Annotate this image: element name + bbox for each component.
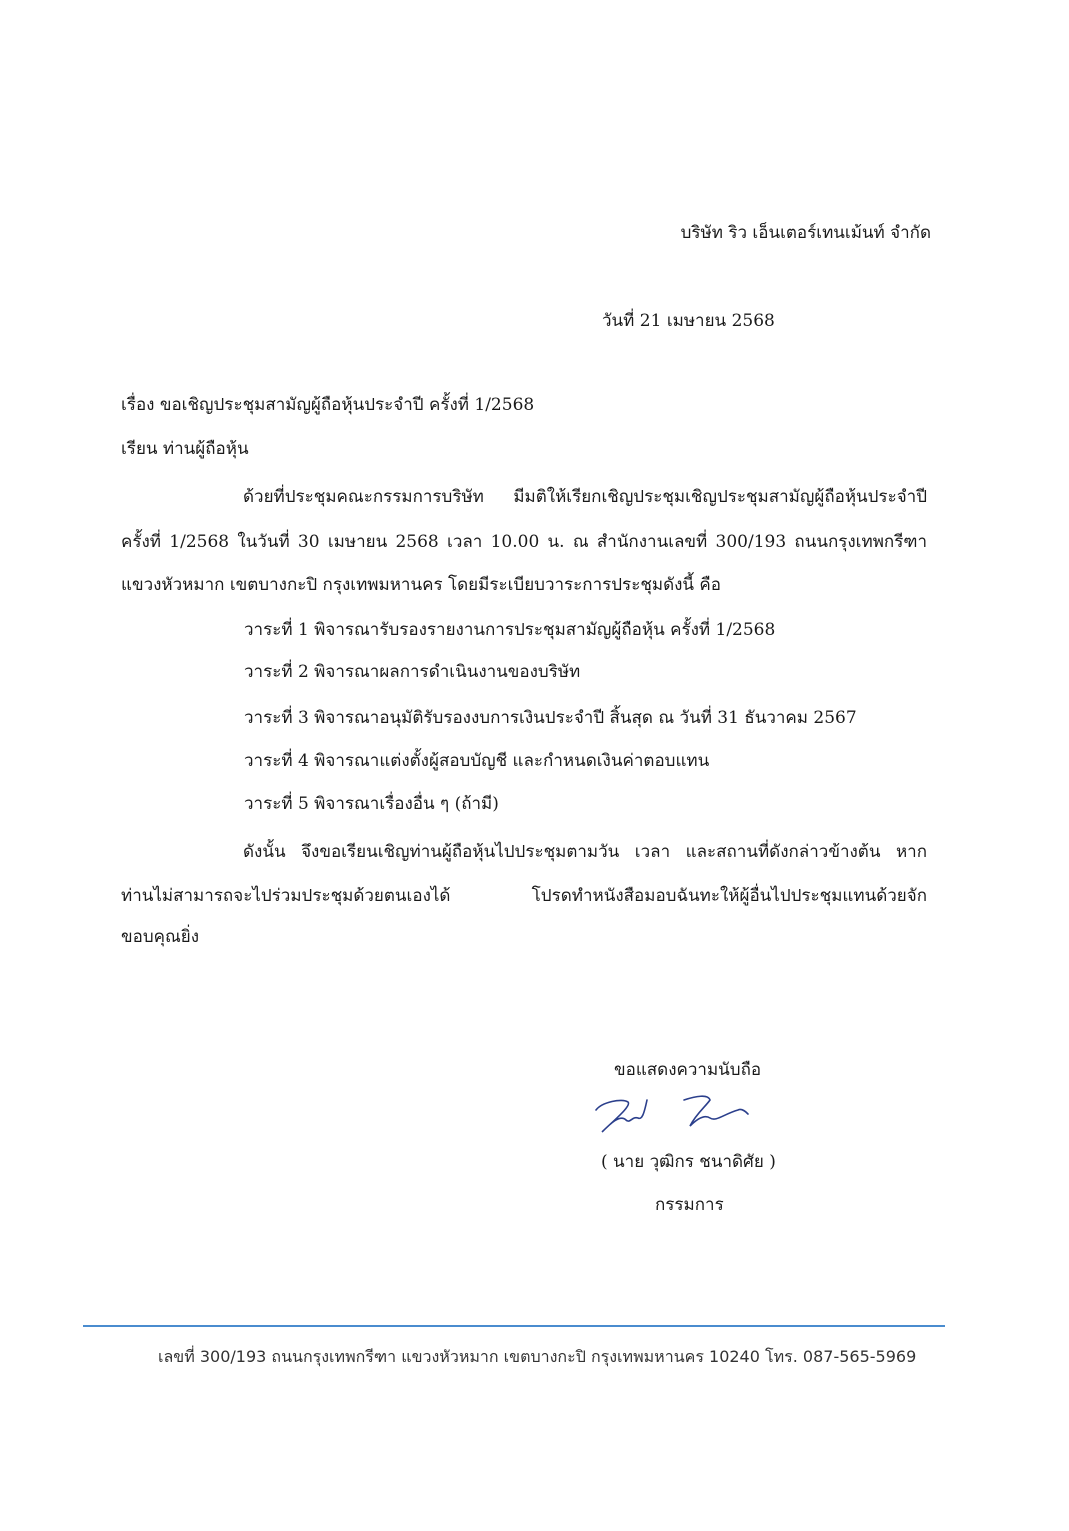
footer-address: เลขที่ 300/193 ถนนกรุงเทพกรีฑา แขวงหัวหมาก เขตบางกะปิ กรุงเทพมหานคร 10240 โทร. 087-565-5969 — [158, 1347, 917, 1366]
agenda-item: วาระที่ 5 พิจารณาเรื่องอื่น ๆ (ถ้ามี) — [244, 794, 499, 814]
letter-date: วันที่ 21 เมษายน 2568 — [602, 311, 775, 331]
letter-subject: เรื่อง ขอเชิญประชุมสามัญผู้ถือหุ้นประจำปี ครั้งที่ 1/2568 — [121, 395, 535, 415]
paragraph2-line3: ขอบคุณยิ่ง — [121, 927, 200, 947]
agenda-item: วาระที่ 3 พิจารณาอนุมัติรับรองงบการเงินประจำปี สิ้นสุด ณ วันที่ 31 ธันวาคม 2567 — [244, 708, 857, 728]
paragraph2-line2: ท่านไม่สามารถจะไปร่วมประชุมด้วยตนเองได้ โปรดทำหนังสือมอบฉันทะให้ผู้อื่นไปประชุมแทนด้วยจัก — [121, 886, 927, 906]
agenda-item: วาระที่ 4 พิจารณาแต่งตั้งผู้สอบบัญชี และกำหนดเงินค่าตอบแทน — [244, 751, 710, 771]
agenda-item: วาระที่ 2 พิจารณาผลการดำเนินงานของบริษัท — [244, 662, 581, 682]
paragraph1-line2: ครั้งที่ 1/2568 ในวันที่ 30 เมษายน 2568 เวลา 10.00 น. ณ สำนักงานเลขที่ 300/193 ถนนกรุงเทพกรีฑา — [121, 532, 927, 552]
paragraph2-line1: ดังนั้น จึงขอเรียนเชิญท่านผู้ถือหุ้นไปประชุมตามวัน เวลา และสถานที่ดังกล่าวข้างต้น หาก — [243, 842, 927, 862]
agenda-item: วาระที่ 1 พิจารณารับรองรายงานการประชุมสามัญผู้ถือหุ้น ครั้งที่ 1/2568 — [244, 620, 776, 640]
handwritten-signature — [592, 1092, 752, 1140]
footer-divider — [83, 1325, 945, 1327]
letter-salutation: เรียน ท่านผู้ถือหุ้น — [121, 439, 249, 459]
paragraph1-line3: แขวงหัวหมาก เขตบางกะปิ กรุงเทพมหานคร โดยมีระเบียบวาระการประชุมดังนี้ คือ — [121, 575, 722, 595]
paragraph1-line1: ด้วยที่ประชุมคณะกรรมการบริษัท มีมติให้เรียกเชิญประชุมเชิญประชุมสามัญผู้ถือหุ้นประจำปี — [243, 487, 927, 507]
signatory-name: ( นาย วุฒิกร ชนาดิศัย ) — [601, 1152, 776, 1172]
closing-phrase: ขอแสดงความนับถือ — [614, 1060, 762, 1080]
company-name: บริษัท ริว เอ็นเตอร์เทนเม้นท์ จำกัด — [680, 223, 931, 243]
signatory-position: กรรมการ — [655, 1195, 724, 1215]
